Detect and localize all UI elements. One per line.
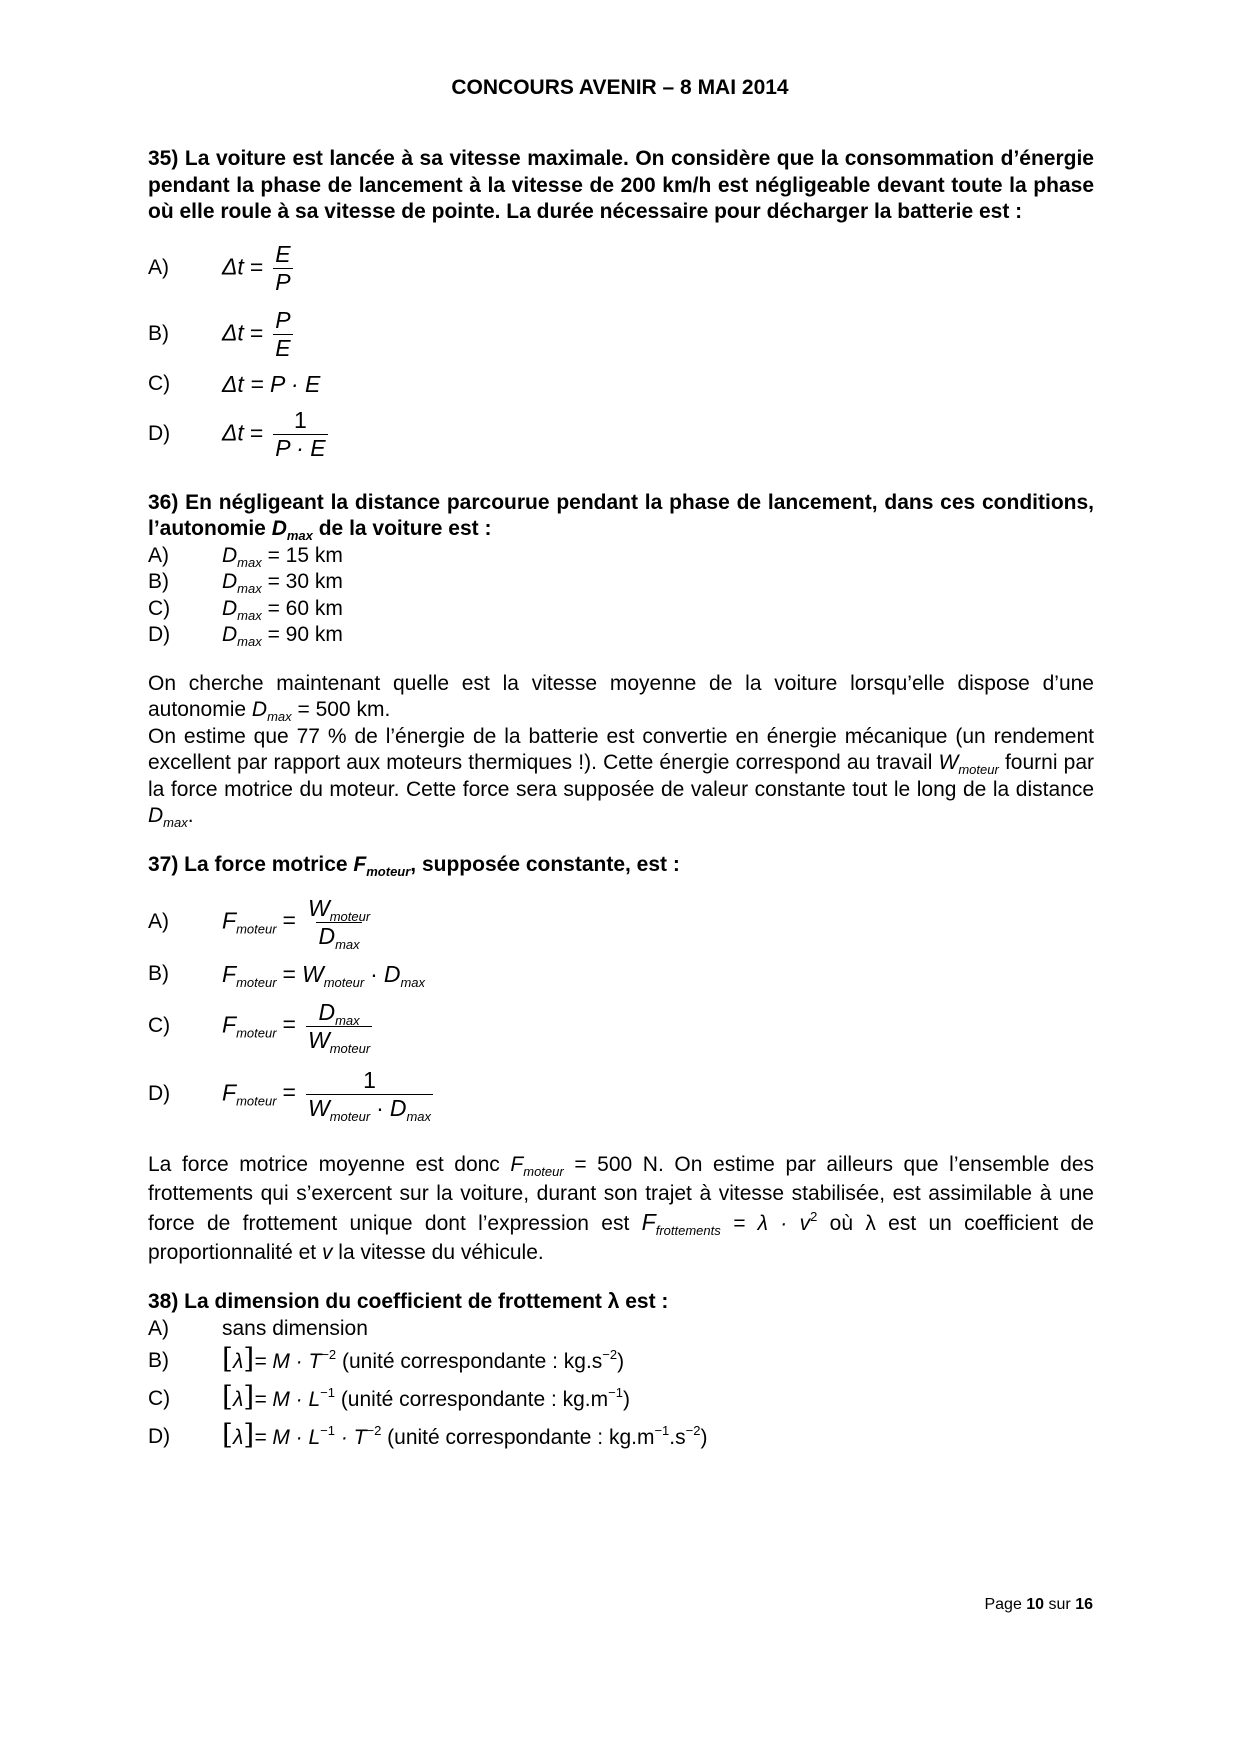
- q38-option-b: B) $[\lambda]= M \cdot T^{-2}$ (unité correspondante : $kg.s^{-2}$): [148, 1342, 625, 1376]
- q36-option-c: C) $D_{max} = 60$ km: [148, 596, 343, 623]
- page-content: [148, 146, 1094, 1456]
- q36-options: [148, 543, 1094, 649]
- q36-option-d: D) $D_{max} = 90$ km: [148, 623, 343, 649]
- q35-option-b: B) Δt = $\frac{P}{E}$: [148, 307, 291, 361]
- question-35-title: 35) La voiture est lancée à sa vitesse maximale. On considère que la consommation d’énergie pendant la phase de lancement à la vitesse de 200 km/h est négligeable devant toute la phase où elle roule à sa vitesse de pointe. La durée nécessaire pour décharger la batterie est :: [148, 147, 1094, 223]
- intro-paragraph-2: On estime que 77 % de l’énergie de la batterie est convertie en énergie mécanique (un rendement excellent par rapport aux moteurs thermiques !). Cette énergie correspond au travail $W_{moteur}$ fourni par la force motrice du moteur. Cette force sera supposée de valeur constante tout le long de la distance $D_{max}$.: [148, 724, 1094, 830]
- question-38-title: 38) La dimension du coefficient de frottement λ est :: [148, 1290, 669, 1313]
- question-36-title: 36) En négligeant la distance parcourue pendant la phase de lancement, dans ces conditions, l’autonomie $D_{max}$ de la voiture est :: [148, 490, 1094, 543]
- q35-option-a: A) Δt = $\frac{E}{P}$: [148, 241, 291, 295]
- q38-option-a: A) sans dimension: [148, 1316, 368, 1340]
- q35-option-c: C) Δt = P · E: [148, 371, 321, 398]
- page-number: Page 10 sur 16: [984, 1596, 1093, 1613]
- q37-option-b: B) $F_{moteur} = W_{moteur} \cdot D_{max}$: [148, 960, 426, 990]
- question-37-title: 37) La force motrice $F_{moteur}$, supposée constante, est :: [148, 852, 680, 879]
- q36-option-a: A) $D_{max} = 15$ km: [148, 543, 343, 570]
- q36-option-b: B) $D_{max} = 30$ km: [148, 570, 343, 596]
- intro-paragraph-1: On cherche maintenant quelle est la vitesse moyenne de la voiture lorsqu’elle dispose d’une autonomie $D_{max} = 500$ km.: [148, 671, 1094, 724]
- q37-option-c: C) $F_{moteur}$ = $\frac{D_{max}}{W_{moteur}}$: [148, 998, 371, 1056]
- page-header-title: CONCOURS AVENIR – 8 MAI 2014: [451, 76, 789, 99]
- q38-option-d: D) $[\lambda]= M \cdot L^{-1} \cdot T^{-2}$ (unité correspondante : $kg.m^{-1}.s^{-2}$): [148, 1418, 708, 1452]
- intro-paragraph-3: La force motrice moyenne est donc $F_{moteur} = 500$ N. On estime par ailleurs que l’ensemble des frottements qui s’exercent sur la voiture, durant son trajet à vitesse stabilisée, est assimilable à une force de frottement unique dont l’expression est $F_{frottements} = \lambda \cdot v^2$ où λ est un coefficient de proportionnalité et v la vitesse du véhicule.: [148, 1153, 1095, 1264]
- q35-option-d: D) Δt = $\frac{1}{P \cdot E}$: [148, 407, 326, 461]
- q37-option-d: D) $F_{moteur}$ = $\frac{1}{W_{moteur} \cdot D_{max}}$: [148, 1066, 432, 1124]
- q37-option-a: A) $F_{moteur}$ = $\frac{W_{moteur}}{D_{max}}$: [148, 894, 371, 952]
- q38-option-c: C) $[\lambda]= M \cdot L^{-1}$ (unité correspondante : $kg.m^{-1}$): [148, 1380, 630, 1414]
